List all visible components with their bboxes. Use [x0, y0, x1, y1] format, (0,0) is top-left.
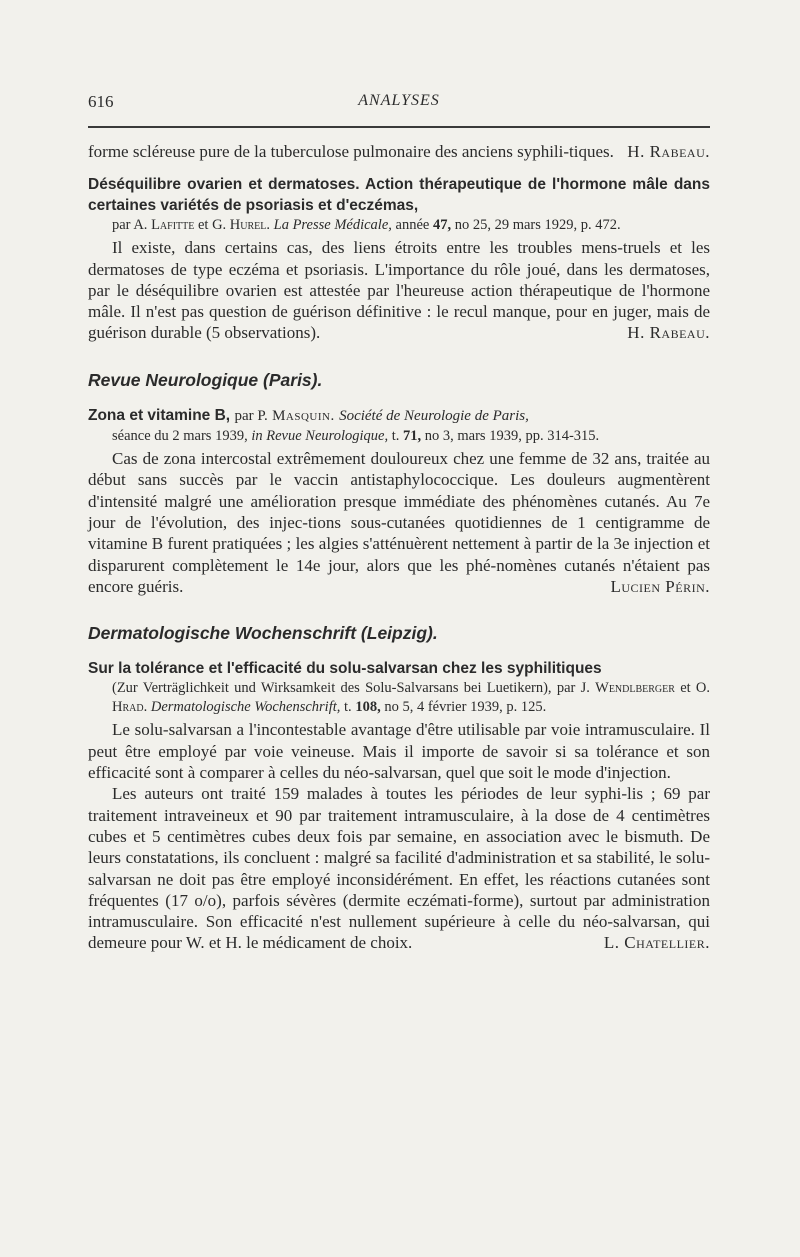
author-name: Wendlberger	[595, 680, 675, 697]
ref-by: par J.	[556, 680, 590, 697]
article1-title: Déséquilibre ovarien et dermatoses. Action thérapeutique de l'hormone mâle dans certaines variétés de psoriasis et d'eczémas,	[88, 176, 710, 215]
section-heading: Dermatologische Wochenschrift (Leipzig).	[88, 623, 438, 644]
running-title: ANALYSES	[358, 92, 440, 109]
intro-text: forme scléreuse pure de la tuberculose pulmonaire des anciens syphili-tiques.	[88, 142, 614, 161]
journal-name: Dermatologische Wochenschrift,	[150, 699, 341, 716]
author-name: Hrad.	[112, 699, 148, 716]
ref-by: par A.	[112, 217, 148, 234]
header-rule	[88, 126, 710, 128]
author-name: Lafitte	[151, 217, 195, 234]
journal-name: Revue Neurologique,	[266, 428, 389, 445]
author-name: Masquin.	[272, 408, 335, 425]
article2-body: Cas de zona intercostal extrêmement douloureux chez une femme de 32 ans, traitée au début sans succès par le vaccin antistaphylococcique. Les douleurs augmentèrent d'intensité malgré une amélioration presque immédiate des phénomènes cutanés. Au 7e jour de l'évolution, des injec-tions sous-cutanées quotidiennes de 1 centigramme de vitamine B furent pratiquées ; les algies s'atténuèrent nettement à partir de la 3e injection et disparurent complètement le 14e jour, alors que les phé-nomènes cutanés n'étaient pas encore guéris.	[88, 449, 710, 596]
journal-name: Société de Neurologie de Paris,	[339, 408, 529, 425]
article-reference	[88, 679, 710, 717]
signature: L. Chatellier.	[603, 933, 710, 953]
ref-by: par P.	[234, 408, 268, 425]
article2-title: Zona et vitamine B,	[88, 407, 231, 425]
article-body	[88, 719, 710, 783]
running-head	[88, 92, 710, 116]
volume-number: 71,	[403, 428, 422, 445]
article-body	[88, 448, 710, 597]
page-number: 616	[88, 92, 114, 111]
volume-prefix: t.	[391, 428, 400, 445]
section-heading: Revue Neurologique (Paris).	[88, 369, 323, 390]
article-title	[88, 174, 710, 216]
article-reference	[88, 216, 710, 235]
article-title	[88, 658, 710, 679]
signature: Lucien Périn.	[610, 576, 710, 596]
article3-title: Sur la tolérance et l'efficacité du solu-salvarsan chez les syphilitiques	[88, 660, 602, 678]
ref-details: no 25, 29 mars 1929, p. 472.	[454, 217, 621, 234]
intro-paragraph	[88, 141, 710, 162]
page-content	[88, 141, 710, 954]
article1-body: Il existe, dans certains cas, des liens étroits entre les troubles mens-truels et les dermatoses de type eczéma et psoriasis. L'importance du rôle joué, dans les dermatoses, par le déséquilibre ovarien est attestée par l'heureuse action thérapeutique de l'hormone mâle. Il n'est pas question de guérison définitive : le recul manque, pour en juger, mais de guérison durable (5 observations).	[88, 238, 710, 343]
ref-in: in	[251, 428, 263, 445]
ref-subtitle: (Zur Verträglichkeit und Wirksamkeit des Solu-Salvarsans bei Luetikern),	[112, 680, 552, 697]
article-title	[88, 405, 710, 427]
ref-details: séance du 2 mars 1939,	[112, 428, 248, 445]
journal-name: La Presse Médicale,	[273, 217, 392, 234]
article-body	[88, 783, 710, 953]
article-reference	[88, 427, 710, 446]
ref-details: no 5, 4 février 1939, p. 125.	[384, 699, 547, 716]
article3-paragraph2: Les auteurs ont traité 159 malades à toutes les périodes de leur syphi-lis ; 69 par traitement intraveineux et 90 par traitement intramusculaire, à la dose de 4 centimètres cubes et 5 centimètres cubes deux fois par semaine, en association avec le bismuth. De leurs constatations, ils concluent : malgré sa facilité d'administration et sa stabilité, le solu-salvarsan ne doit pas être employé inconsidérément. En effet, les réactions cutanées sont fréquentes (17 o/o), parfois sévères (dermite eczémati-forme), surtout par administration intramusculaire. Son efficacité n'est nullement supérieure à celle du néo-salvarsan, qui demeure pour W. et H. le médicament de choix.	[88, 784, 710, 953]
ref-and: et G.	[197, 217, 227, 234]
volume-number: 47,	[432, 217, 452, 234]
article3-paragraph1: Le solu-salvarsan a l'incontestable avantage d'être utilisable par voie intramusculaire. Il peut être employé par voie veineuse. Mais il importe de savoir si sa tolérance et son efficacité sont à comparer à celles du néo-salvarsan, quel que soit le mode d'injection.	[88, 720, 710, 783]
author-name: Hurel.	[229, 217, 271, 234]
ref-details: no 3, mars 1939, pp. 314-315.	[424, 428, 600, 445]
ref-details: année	[395, 217, 430, 234]
signature: H. Rabeau.	[627, 323, 710, 343]
volume-number: 108,	[355, 699, 381, 716]
ref-and: et O.	[680, 680, 711, 697]
article-body	[88, 237, 710, 343]
volume-prefix: t.	[344, 699, 352, 716]
signature: H. Rabeau.	[627, 142, 710, 161]
